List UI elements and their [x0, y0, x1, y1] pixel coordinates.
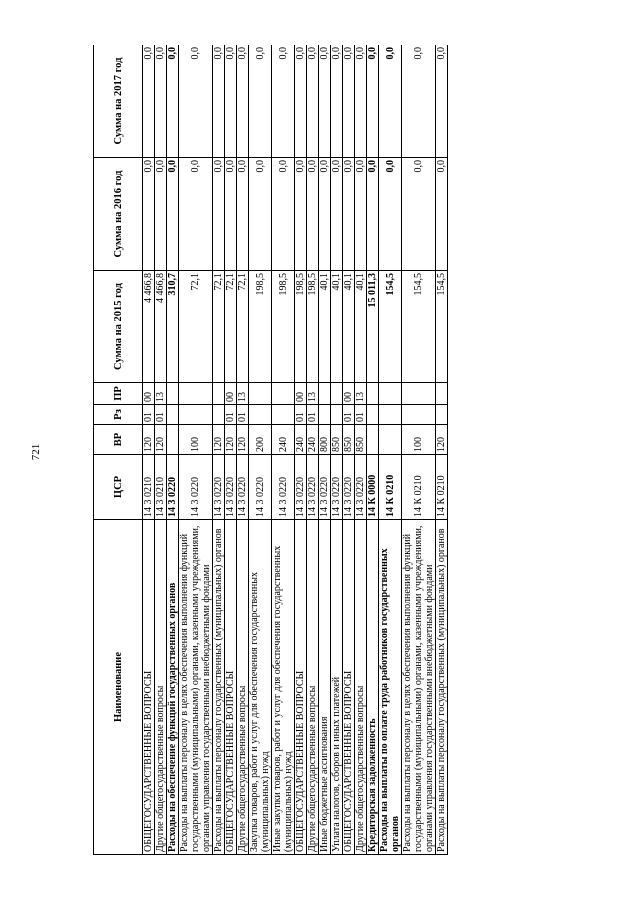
table-row — [143, 45, 155, 855]
cell-sum-2017: 0,0 — [155, 45, 167, 158]
cell-sum-2016: 0,0 — [367, 158, 379, 271]
cell-csr: 14 3 0220 — [167, 455, 179, 520]
cell-sum-2016: 0,0 — [402, 158, 436, 271]
table-row — [225, 45, 237, 855]
cell-csr: 14 К 0210 — [379, 455, 402, 520]
table-row — [343, 45, 355, 855]
cell-sum-2017: 0,0 — [237, 45, 249, 158]
cell-vr: 850 — [343, 425, 355, 455]
table-row — [295, 45, 307, 855]
cell-sum-2017: 0,0 — [355, 45, 367, 158]
header-sum-2015: Сумма на 2015 год — [94, 271, 143, 383]
table-row — [155, 45, 167, 855]
cell-csr: 14 3 0210 — [155, 455, 167, 520]
cell-rz — [367, 405, 379, 425]
cell-vr — [367, 425, 379, 455]
cell-sum-2017: 0,0 — [402, 45, 436, 158]
cell-sum-2015: 198,5 — [249, 271, 272, 383]
cell-csr: 14 3 0220 — [319, 455, 331, 520]
cell-sum-2016: 0,0 — [331, 158, 343, 271]
cell-pr — [167, 383, 179, 405]
cell-pr — [402, 383, 436, 405]
cell-sum-2017: 0,0 — [436, 45, 448, 158]
cell-sum-2015: 72,1 — [213, 271, 225, 383]
cell-pr — [179, 383, 213, 405]
header-pr: ПР — [94, 383, 143, 405]
cell-vr: 240 — [272, 425, 295, 455]
table-row — [436, 45, 448, 855]
cell-vr: 800 — [319, 425, 331, 455]
cell-sum-2015: 72,1 — [179, 271, 213, 383]
header-rz: Рз — [94, 405, 143, 425]
cell-sum-2017: 0,0 — [179, 45, 213, 158]
cell-name: Расходы на выплаты персоналу государственных (муниципальных) органов — [436, 520, 448, 855]
table-row — [367, 45, 379, 855]
cell-pr: 13 — [155, 383, 167, 405]
cell-sum-2016: 0,0 — [179, 158, 213, 271]
cell-sum-2016: 0,0 — [307, 158, 319, 271]
budget-table-region — [93, 45, 633, 855]
cell-vr: 850 — [355, 425, 367, 455]
cell-name: Другие общегосударственные вопросы — [155, 520, 167, 855]
cell-rz — [402, 405, 436, 425]
cell-sum-2016: 0,0 — [319, 158, 331, 271]
cell-rz: 01 — [355, 405, 367, 425]
cell-pr — [367, 383, 379, 405]
cell-sum-2016: 0,0 — [436, 158, 448, 271]
table-row — [249, 45, 272, 855]
table-row — [319, 45, 331, 855]
cell-sum-2016: 0,0 — [355, 158, 367, 271]
cell-rz: 01 — [295, 405, 307, 425]
cell-rz: 01 — [307, 405, 319, 425]
cell-sum-2015: 40,1 — [319, 271, 331, 383]
cell-pr — [331, 383, 343, 405]
cell-sum-2016: 0,0 — [249, 158, 272, 271]
cell-sum-2017: 0,0 — [343, 45, 355, 158]
cell-sum-2016: 0,0 — [155, 158, 167, 271]
cell-vr: 240 — [295, 425, 307, 455]
cell-sum-2016: 0,0 — [213, 158, 225, 271]
cell-name: Расходы на выплаты персоналу государственных (муниципальных) органов — [213, 520, 225, 855]
cell-rz: 01 — [155, 405, 167, 425]
cell-pr — [319, 383, 331, 405]
cell-pr: 13 — [307, 383, 319, 405]
cell-name: Расходы на выплаты по оплате труда работников государственных органов — [379, 520, 402, 855]
cell-pr: 00 — [143, 383, 155, 405]
cell-vr — [379, 425, 402, 455]
cell-pr — [272, 383, 295, 405]
cell-sum-2016: 0,0 — [295, 158, 307, 271]
cell-sum-2015: 40,1 — [355, 271, 367, 383]
table-row — [237, 45, 249, 855]
cell-csr: 14 К 0000 — [367, 455, 379, 520]
cell-rz: 01 — [343, 405, 355, 425]
cell-vr: 240 — [307, 425, 319, 455]
cell-vr: 120 — [436, 425, 448, 455]
cell-rz: 01 — [225, 405, 237, 425]
cell-pr — [436, 383, 448, 405]
cell-sum-2017: 0,0 — [225, 45, 237, 158]
cell-name: Расходы на выплаты персоналу в целях обеспечения выполнения функций государственными (муниципальными) органами, казенными учреждениями, органами управления государственными внебюджетными фондами — [179, 520, 213, 855]
cell-sum-2015: 15 011,3 — [367, 271, 379, 383]
cell-sum-2015: 4 466,8 — [155, 271, 167, 383]
cell-name: Уплата налогов, сборов и иных платежей — [331, 520, 343, 855]
header-sum-2016: Сумма на 2016 год — [94, 158, 143, 271]
cell-vr: 850 — [331, 425, 343, 455]
cell-name: Расходы на выплаты персоналу в целях обеспечения выполнения функций государственными (муниципальными) органами, казенными учреждениями, органами управления государственными внебюджетными фондами — [402, 520, 436, 855]
cell-rz — [331, 405, 343, 425]
table-row — [272, 45, 295, 855]
table-row — [179, 45, 213, 855]
table-row — [167, 45, 179, 855]
table-row — [213, 45, 225, 855]
table-header-row — [94, 45, 143, 855]
cell-csr: 14 3 0220 — [225, 455, 237, 520]
cell-sum-2017: 0,0 — [319, 45, 331, 158]
cell-vr: 100 — [402, 425, 436, 455]
cell-rz — [436, 405, 448, 425]
cell-csr: 14 К 0210 — [402, 455, 436, 520]
cell-sum-2015: 198,5 — [307, 271, 319, 383]
cell-csr: 14 3 0220 — [307, 455, 319, 520]
header-sum-2017: Сумма на 2017 год — [94, 45, 143, 158]
cell-csr: 14 3 0210 — [143, 455, 155, 520]
cell-sum-2017: 0,0 — [272, 45, 295, 158]
cell-csr: 14 3 0220 — [343, 455, 355, 520]
cell-pr — [249, 383, 272, 405]
cell-sum-2017: 0,0 — [167, 45, 179, 158]
cell-csr: 14 3 0220 — [355, 455, 367, 520]
cell-sum-2015: 198,5 — [272, 271, 295, 383]
budget-table — [93, 45, 448, 855]
cell-name: Другие общегосударственные вопросы — [237, 520, 249, 855]
cell-sum-2017: 0,0 — [143, 45, 155, 158]
cell-rz — [379, 405, 402, 425]
cell-pr — [379, 383, 402, 405]
cell-sum-2015: 154,5 — [402, 271, 436, 383]
page-number: 721 — [30, 443, 42, 461]
cell-rz — [249, 405, 272, 425]
cell-sum-2017: 0,0 — [249, 45, 272, 158]
table-row — [379, 45, 402, 855]
cell-csr: 14 3 0220 — [249, 455, 272, 520]
cell-sum-2017: 0,0 — [331, 45, 343, 158]
cell-name: ОБЩЕГОСУДАРСТВЕННЫЕ ВОПРОСЫ — [295, 520, 307, 855]
cell-sum-2016: 0,0 — [225, 158, 237, 271]
cell-vr: 120 — [237, 425, 249, 455]
cell-name: Закупка товаров, работ и услуг для обеспечения государственных (муниципальных) нужд — [249, 520, 272, 855]
cell-name: ОБЩЕГОСУДАРСТВЕННЫЕ ВОПРОСЫ — [225, 520, 237, 855]
cell-sum-2016: 0,0 — [143, 158, 155, 271]
table-row — [331, 45, 343, 855]
cell-rz — [213, 405, 225, 425]
cell-rz: 01 — [143, 405, 155, 425]
cell-vr: 100 — [179, 425, 213, 455]
cell-csr: 14 3 0220 — [213, 455, 225, 520]
cell-sum-2016: 0,0 — [167, 158, 179, 271]
cell-vr: 120 — [155, 425, 167, 455]
cell-rz: 01 — [237, 405, 249, 425]
cell-name: Другие общегосударственные вопросы — [307, 520, 319, 855]
cell-pr: 00 — [343, 383, 355, 405]
cell-sum-2015: 198,5 — [295, 271, 307, 383]
table-row — [402, 45, 436, 855]
header-vr: ВР — [94, 425, 143, 455]
cell-sum-2015: 40,1 — [343, 271, 355, 383]
cell-vr: 120 — [225, 425, 237, 455]
cell-csr: 14 3 0220 — [295, 455, 307, 520]
cell-sum-2015: 154,5 — [436, 271, 448, 383]
cell-sum-2015: 4 466,8 — [143, 271, 155, 383]
cell-sum-2016: 0,0 — [272, 158, 295, 271]
header-name: Наименование — [94, 520, 143, 855]
cell-sum-2017: 0,0 — [379, 45, 402, 158]
cell-name: Иные закупки товаров, работ и услуг для обеспечения государственных (муниципальных) нужд — [272, 520, 295, 855]
cell-sum-2016: 0,0 — [379, 158, 402, 271]
cell-pr: 13 — [237, 383, 249, 405]
cell-sum-2015: 72,1 — [225, 271, 237, 383]
cell-rz — [272, 405, 295, 425]
table-body — [143, 45, 448, 855]
cell-vr — [167, 425, 179, 455]
cell-pr: 00 — [295, 383, 307, 405]
cell-sum-2015: 154,5 — [379, 271, 402, 383]
cell-name: ОБЩЕГОСУДАРСТВЕННЫЕ ВОПРОСЫ — [143, 520, 155, 855]
cell-vr: 200 — [249, 425, 272, 455]
cell-rz — [167, 405, 179, 425]
cell-csr: 14 3 0220 — [237, 455, 249, 520]
cell-pr — [213, 383, 225, 405]
cell-rz — [179, 405, 213, 425]
cell-sum-2015: 40,1 — [331, 271, 343, 383]
header-csr: ЦСР — [94, 455, 143, 520]
cell-csr: 14 3 0220 — [272, 455, 295, 520]
cell-name: Другие общегосударственные вопросы — [355, 520, 367, 855]
cell-sum-2017: 0,0 — [295, 45, 307, 158]
cell-vr: 120 — [213, 425, 225, 455]
cell-csr: 14 К 0210 — [436, 455, 448, 520]
cell-sum-2015: 310,7 — [167, 271, 179, 383]
cell-sum-2017: 0,0 — [367, 45, 379, 158]
cell-sum-2016: 0,0 — [343, 158, 355, 271]
cell-sum-2017: 0,0 — [213, 45, 225, 158]
cell-pr: 13 — [355, 383, 367, 405]
cell-csr: 14 3 0220 — [331, 455, 343, 520]
table-row — [307, 45, 319, 855]
cell-sum-2016: 0,0 — [237, 158, 249, 271]
rotated-page-content — [93, 45, 633, 855]
cell-sum-2017: 0,0 — [307, 45, 319, 158]
cell-csr: 14 3 0220 — [179, 455, 213, 520]
cell-name: ОБЩЕГОСУДАРСТВЕННЫЕ ВОПРОСЫ — [343, 520, 355, 855]
table-row — [355, 45, 367, 855]
cell-name: Расходы на обеспечение функций государственных органов — [167, 520, 179, 855]
cell-vr: 120 — [143, 425, 155, 455]
cell-pr: 00 — [225, 383, 237, 405]
cell-rz — [319, 405, 331, 425]
cell-name: Иные бюджетные ассигнования — [319, 520, 331, 855]
cell-name: Кредиторская задолженность — [367, 520, 379, 855]
cell-sum-2015: 72,1 — [237, 271, 249, 383]
